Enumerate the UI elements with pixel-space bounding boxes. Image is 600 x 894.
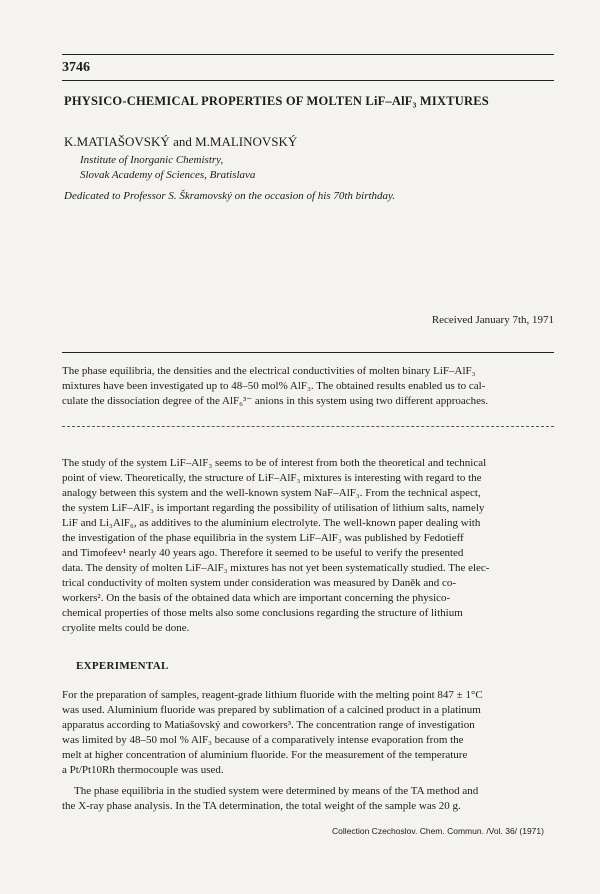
intro-line: chemical properties of those melts also some conclusions regarding the structure of lithium: [62, 607, 463, 619]
journal-footer: Collection Czechoslov. Chem. Commun. /Vol. 36/ (1971): [332, 826, 544, 836]
experimental-line: apparatus according to Matiašovský and coworkers³. The concentration range of investigation: [62, 719, 475, 731]
experimental-line: melt at higher concentration of aluminium fluoride. For the measurement of the temperature: [62, 749, 468, 761]
header-rule-lower: [62, 80, 554, 81]
intro-line: cryolite melts could be done.: [62, 622, 190, 634]
intro-line: point of view. Theoretically, the structure of LiF–AlF₃ mixtures is interesting with regard to the: [62, 472, 482, 484]
section-heading-experimental: EXPERIMENTAL: [76, 660, 169, 672]
intro-line: the investigation of the phase equilibria in the system LiF–AlF₃ was published by Fedotieff: [62, 532, 464, 544]
experimental-paragraph-1: [62, 688, 554, 778]
experimental-line: the X-ray phase analysis. In the TA determination, the total weight of the sample was 20 g.: [62, 800, 461, 812]
abstract-rule-top: [62, 352, 554, 353]
page-number: 3746: [62, 60, 90, 75]
abstract-line: mixtures have been investigated up to 48–50 mol% AlF₃. The obtained results enabled us to cal-: [62, 380, 486, 392]
abstract-line: culate the dissociation degree of the AlF₆³⁻ anions in this system using two different approaches.: [62, 395, 489, 407]
intro-line: The study of the system LiF–AlF₃ seems to be of interest from both the theoretical and technical: [62, 457, 487, 469]
experimental-line: a Pt/Pt10Rh thermocouple was used.: [62, 764, 224, 776]
header-rule: [62, 54, 554, 55]
experimental-line: was used. Aluminium fluoride was prepared by sublimation of a calcined product in a platinum: [62, 704, 481, 716]
intro-line: and Timofeev¹ nearly 40 years ago. Therefore it seemed to be useful to verify the presented: [62, 547, 464, 559]
affiliation-line-1: Institute of Inorganic Chemistry,: [80, 154, 224, 166]
abstract: [62, 364, 554, 409]
intro-line: LiF and Li₃AlF₆, as additives to the aluminium electrolyte. The well-known paper dealing with: [62, 517, 481, 529]
intro-line: trical conductivity of molten system under consideration was measured by Daněk and co-: [62, 577, 457, 589]
received-date: Received January 7th, 1971: [431, 314, 554, 326]
intro-line: workers². On the basis of the obtained data which are important concerning the physico-: [62, 592, 451, 604]
experimental-line: For the preparation of samples, reagent-grade lithium fluoride with the melting point 847 ± 1°C: [62, 689, 483, 701]
dedication: Dedicated to Professor S. Škramovský on the occasion of his 70th birthday.: [64, 190, 396, 202]
introduction-paragraph: [62, 456, 554, 636]
intro-line: the system LiF–AlF₃ is important regarding the possibility of utilisation of lithium salts, namely: [62, 502, 485, 514]
intro-line: analogy between this system and the well-known system NaF–AlF₃. From the technical aspect,: [62, 487, 481, 499]
intro-line: data. The density of molten LiF–AlF₃ mixtures has not yet been systematically studied. The elec-: [62, 562, 490, 574]
experimental-line: The phase equilibria in the studied system were determined by means of the TA method and: [74, 785, 479, 797]
experimental-line: was limited by 48–50 mol % AlF₃ because of a comparatively intense evaporation from the: [62, 734, 464, 746]
authors: K.MATIAŠOVSKÝ and M.MALINOVSKÝ: [64, 134, 298, 149]
article-title: PHYSICO-CHEMICAL PROPERTIES OF MOLTEN LiF–AlF₃ MIXTURES: [64, 94, 489, 108]
experimental-paragraph-2: [62, 784, 554, 814]
abstract-line: The phase equilibria, the densities and the electrical conductivities of molten binary LiF–AlF₃: [62, 365, 476, 377]
affiliation-line-2: Slovak Academy of Sciences, Bratislava: [80, 169, 256, 181]
abstract-rule-bottom: [62, 426, 554, 427]
